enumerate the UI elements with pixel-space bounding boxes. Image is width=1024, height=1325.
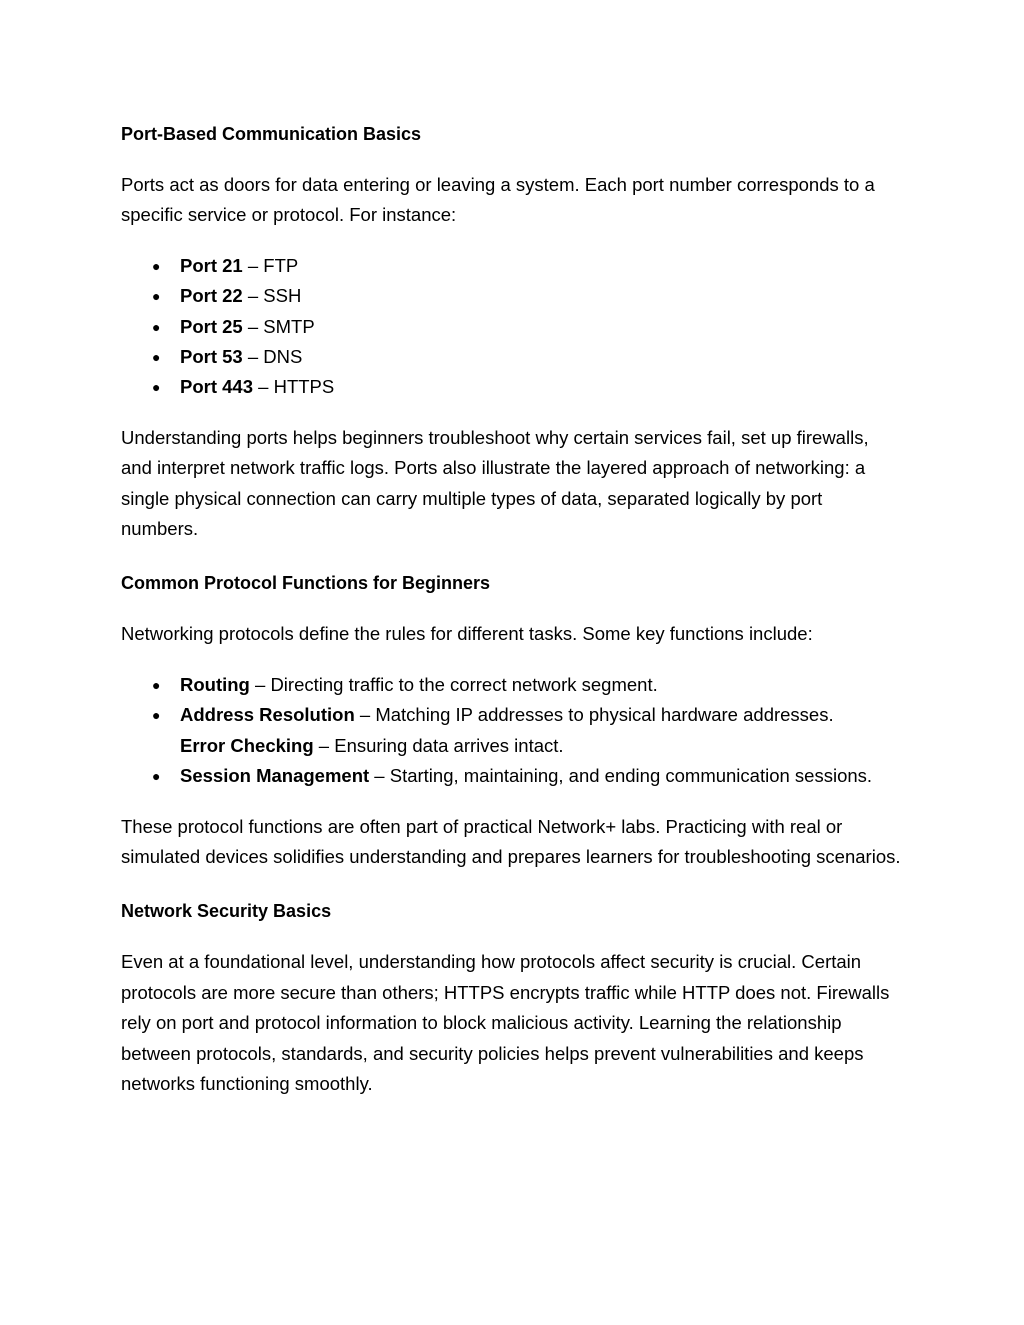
section-heading-security: Network Security Basics bbox=[121, 901, 332, 922]
protocols-outro: These protocol functions are often part of practical Network+ labs. Practicing with real or simulated devices solidifies understanding and prepares learners for troubleshooting scenarios. bbox=[121, 815, 901, 867]
document-page bbox=[121, 119, 901, 1099]
protocol-function-list bbox=[121, 670, 901, 792]
bullet-icon: ● bbox=[152, 707, 161, 724]
bullet-icon: ● bbox=[152, 768, 161, 785]
protocols-intro: Networking protocols define the rules for different tasks. Some key functions include: bbox=[121, 623, 813, 645]
port-list bbox=[121, 251, 901, 403]
list-item: ● Port 22 – SSH bbox=[121, 281, 901, 311]
bullet-icon: ● bbox=[152, 257, 161, 274]
list-item: ● Port 25 – SMTP bbox=[121, 312, 901, 342]
list-item: ● Session Management – Starting, maintaining, and ending communication sessions. bbox=[121, 761, 901, 791]
list-item: ● Port 21 – FTP bbox=[121, 251, 901, 281]
bullet-icon: ● bbox=[152, 318, 161, 335]
ports-outro: Understanding ports helps beginners troubleshoot why certain services fail, set up firewalls, and interpret network traffic logs. Ports also illustrate the layered approach of networking: a single physical connection can carry multiple types of data, separated logically by port numbers. bbox=[121, 426, 869, 540]
section-heading-protocols: Common Protocol Functions for Beginners bbox=[121, 573, 491, 594]
bullet-icon: ● bbox=[152, 349, 161, 366]
list-item: ● Routing – Directing traffic to the correct network segment. bbox=[121, 670, 901, 700]
list-item: ● Address Resolution – Matching IP addresses to physical hardware addresses. bbox=[121, 700, 901, 730]
bullet-icon: ● bbox=[152, 379, 161, 396]
list-item: Error Checking – Ensuring data arrives intact. bbox=[180, 734, 564, 756]
bullet-icon: ● bbox=[152, 288, 161, 305]
bullet-icon: ● bbox=[152, 676, 161, 693]
ports-intro: Ports act as doors for data entering or leaving a system. Each port number corresponds to a specific service or protocol. For instance: bbox=[121, 174, 875, 226]
list-item: ● Port 443 – HTTPS bbox=[121, 372, 901, 402]
security-intro: Even at a foundational level, understanding how protocols affect security is crucial. Certain protocols are more secure than others; HTTPS encrypts traffic while HTTP does not. Firewalls rely on port and protocol information to block malicious activity. Learning the relationship between protocols, standards, and security policies helps prevent vulnerabilities and keeps networks functioning smoothly. bbox=[121, 951, 890, 1094]
list-item: ● Port 53 – DNS bbox=[121, 342, 901, 372]
section-heading-ports: Port-Based Communication Basics bbox=[121, 124, 422, 144]
